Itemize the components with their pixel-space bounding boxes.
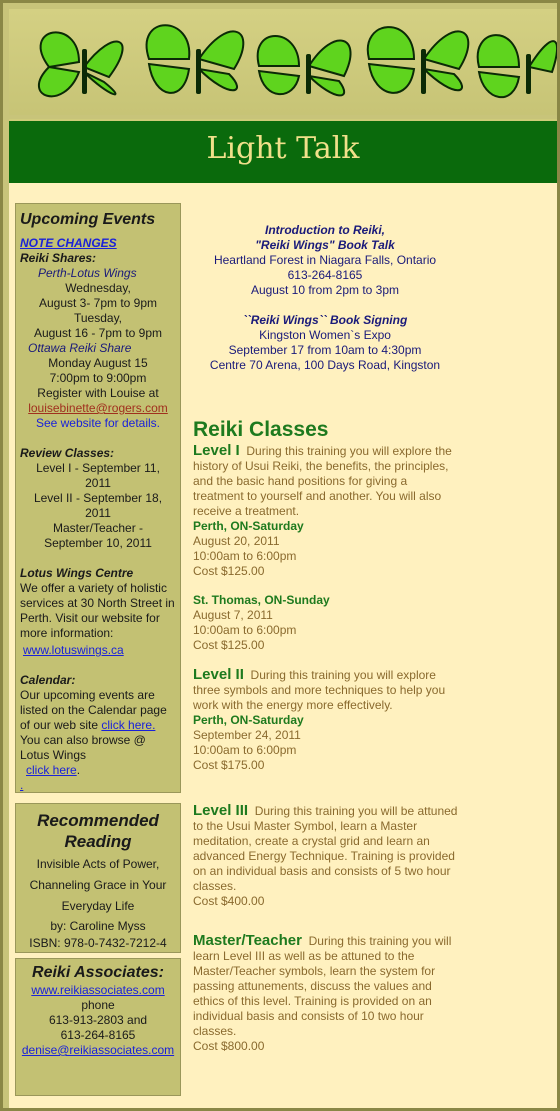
review-class-line: Level I - September 11, <box>36 461 160 475</box>
level-1-location-2: St. Thomas, ON-Sunday <box>193 593 330 607</box>
louise-email-link[interactable]: louisebinette@rogers.com <box>28 401 168 415</box>
level-1-date-1: August 20, 2011 <box>193 534 280 548</box>
level-2-date: September 24, 2011 <box>193 728 301 742</box>
event-2-title: ``Reiki Wings`` Book Signing <box>242 313 408 327</box>
browse-text: You can also browse @ Lotus Wings <box>20 733 146 762</box>
master-teacher-cost: Cost $800.00 <box>193 1039 265 1053</box>
review-class-line: Level II - September 18, <box>33 491 163 505</box>
level-1-description: During this training you will explore the history of Usui Reiki, the benefits, the principles, and the basic hand positions for giving a treatment to yourself and another. You will also receive a treatment. <box>193 444 452 518</box>
book-author: by: Caroline Myss <box>50 919 146 933</box>
upcoming-events-box <box>15 203 181 793</box>
butterfly-banner <box>9 9 557 115</box>
phone-label: phone <box>81 998 115 1012</box>
calendar-heading: Calendar: <box>20 673 76 687</box>
level-1-date-2: August 7, 2011 <box>193 608 273 622</box>
event-2-time: September 17 from 10am to 4:30pm <box>228 343 422 357</box>
level-2-description: During this training you will explore three symbols and more techniques to help you work with the energy more effectively. <box>193 668 446 712</box>
event-1-phone: 613-264-8165 <box>287 268 363 282</box>
event-1-time: August 10 from 2pm to 3pm <box>250 283 400 297</box>
site-title-bar <box>9 119 557 185</box>
level-2-time: 10:00am to 6:00pm <box>193 743 297 757</box>
event-time-text: August 3- 7pm to 9pm <box>38 296 158 310</box>
level-1-location-1: Perth, ON-Saturday <box>193 519 304 533</box>
reading-heading-2: Reading <box>64 832 132 851</box>
lotus-click-here-link[interactable]: click here <box>26 763 77 777</box>
associates-heading: Reiki Associates: <box>32 964 164 981</box>
register-text: Register with Louise at <box>37 386 159 400</box>
level-1-cost-2: Cost $125.00 <box>193 638 265 652</box>
book-title-line: Channeling Grace in Your <box>29 878 167 892</box>
reiki-classes-heading: Reiki Classes <box>193 418 329 441</box>
calendar-text: Our upcoming events are listed on the Calendar page of our web site <box>20 688 167 732</box>
review-class-line: 2011 <box>85 506 111 520</box>
perth-lotus-label: Perth-Lotus Wings <box>38 266 137 280</box>
lotus-wings-text: We offer a variety of holistic services at 30 North Street in Perth. Visit our website for more information: <box>20 581 175 640</box>
ottawa-share-label: Ottawa Reiki Share <box>28 341 132 355</box>
event-1-place: Heartland Forest in Niagara Falls, Ontario <box>213 253 437 267</box>
level-2-location: Perth, ON-Saturday <box>193 713 304 727</box>
note-changes-link[interactable]: NOTE CHANGES <box>20 236 117 250</box>
review-class-line: September 10, 2011 <box>44 536 152 550</box>
event-day-text: Monday August 15 <box>48 356 148 370</box>
level-1-title: Level I <box>193 442 240 459</box>
level-1-time-1: 10:00am to 6:00pm <box>193 549 297 563</box>
book-title-line: Everyday Life <box>61 899 135 913</box>
event-time-text: 7:00pm to 9:00pm <box>49 371 147 385</box>
lotus-wings-link[interactable]: www.lotuswings.ca <box>23 643 124 657</box>
level-2-title: Level II <box>193 666 244 683</box>
event-2-address: Centre 70 Arena, 100 Days Road, Kingston <box>209 358 441 372</box>
phone-number: 613-913-2803 and <box>48 1013 148 1027</box>
reading-heading-1: Recommended <box>37 811 159 830</box>
see-website-text: See website for details. <box>35 416 161 430</box>
event-time-text: August 16 - 7pm to 9pm <box>33 326 163 340</box>
review-class-line: 2011 <box>85 476 111 490</box>
level-1-cost-1: Cost $125.00 <box>193 564 265 578</box>
empty-link[interactable]: . <box>20 778 24 792</box>
upcoming-events-heading: Upcoming Events <box>20 211 156 228</box>
site-title: Light Talk <box>206 131 360 166</box>
book-isbn: ISBN: 978-0-7432-7212-4 <box>29 936 167 950</box>
event-day-text: Tuesday, <box>73 311 123 325</box>
review-class-line: Master/Teacher - <box>52 521 144 535</box>
event-1-subtitle: "Reiki Wings" Book Talk <box>255 238 395 252</box>
level-3-cost: Cost $400.00 <box>193 894 265 908</box>
event-1-title: Introduction to Reiki, <box>265 223 385 237</box>
event-2-place: Kingston Women`s Expo <box>259 328 391 342</box>
level-2-cost: Cost $175.00 <box>193 758 265 772</box>
butterfly-banner-image <box>9 9 557 115</box>
book-title-line: Invisible Acts of Power, <box>36 857 160 871</box>
recommended-reading-box <box>15 803 181 953</box>
lotus-wings-heading: Lotus Wings Centre <box>20 566 134 580</box>
level-1-time-2: 10:00am to 6:00pm <box>193 623 297 637</box>
phone-number: 613-264-8165 <box>60 1028 136 1042</box>
reiki-shares-heading: Reiki Shares: <box>20 251 97 265</box>
calendar-click-here-link[interactable]: click here. <box>101 718 156 732</box>
associates-email-link[interactable]: denise@reikiassociates.com <box>21 1043 175 1057</box>
content-area <box>9 183 557 1108</box>
master-teacher-description: During this training you will learn Level III as well as be attuned to the Master/Teacher symbols, learn the system for passing attunements, discuss the values and ethics of this level. Training is provided on an individual basis and consists of 10 two hour classes. <box>193 934 452 1038</box>
events-block <box>193 223 457 373</box>
level-3-description: During this training you will be attuned to the Usui Master Symbol, learn a Master meditation, create a crystal grid and learn an advanced Energy Technique. Training is provided on an individual basis and consists of 5 two hour classes. <box>193 804 458 893</box>
reiki-classes-section <box>193 417 459 1054</box>
reiki-associates-box <box>15 958 181 1096</box>
period-text: . <box>76 763 81 777</box>
associates-site-link[interactable]: www.reikiassociates.com <box>31 983 165 997</box>
level-3-title: Level III <box>193 802 249 819</box>
review-classes-heading: Review Classes: <box>20 446 115 460</box>
event-day-text: Wednesday, <box>65 281 131 295</box>
master-teacher-title: Master/Teacher <box>193 932 302 949</box>
